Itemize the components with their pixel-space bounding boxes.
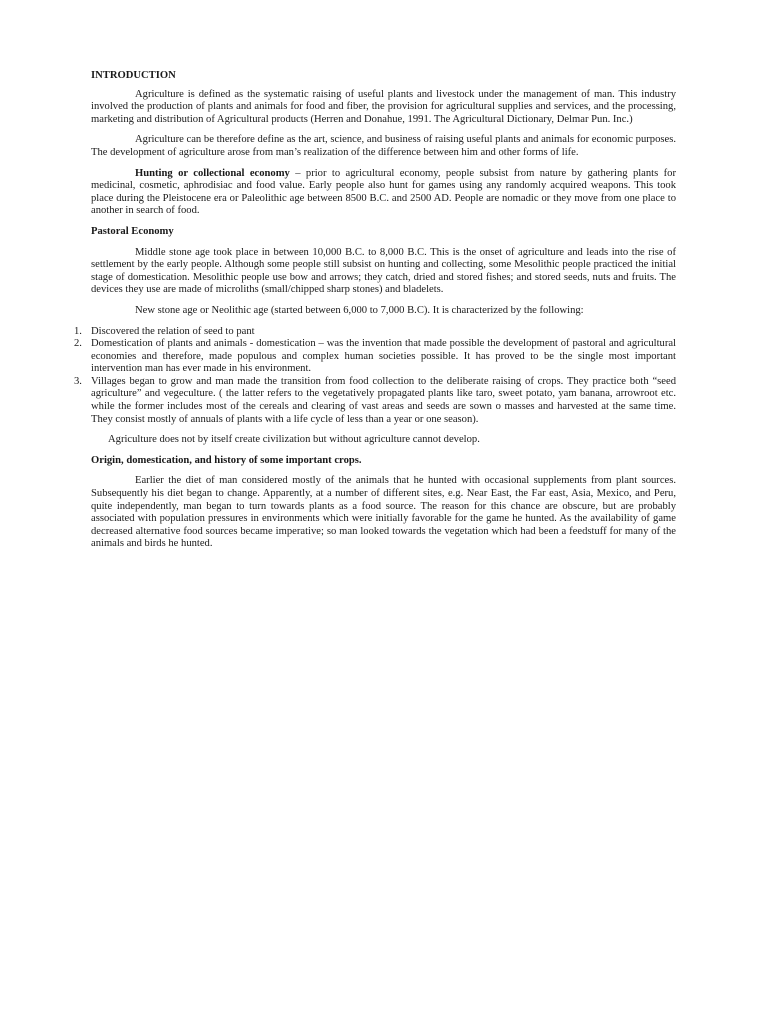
document-body [74,70,676,559]
pastoral-heading: Pastoral Economy [91,225,174,237]
neolithic-list [74,326,676,427]
pastoral-paragraph-2: New stone age or Neolithic age (started between 6,000 to 7,000 B.C). It is characterized by the following: [135,304,584,316]
list-item [74,375,676,426]
civilization-paragraph: Agriculture does not by itself create civilization but without agriculture cannot develop. [108,434,480,446]
origin-paragraph-1: Earlier the diet of man considered mostly of the animals that he hunted with occasional supplements from plant sources. Subsequently his diet began to change. Apparently, at a number of different sites, e.g. Near East, the Far east, Asia, Mexico, and Peru, quite independently, man began to turn towards plants as a food source. The reason for this chance are obscure, but are probably associated with population pressures in environments which were initially favorable for the game he hunted. As the availability of game decreased alternative food sources became imperative; so man looked towards the vegetation which had been a feedstuff for many of the animals and birds he hunted. [91,475,676,550]
list-item-number: 2. [74,338,82,350]
list-item-number: 1. [74,325,82,337]
hunting-run-in-heading: Hunting or collectional economy [135,167,290,179]
hunting-paragraph [91,168,676,218]
intro-heading: INTRODUCTION [91,70,176,81]
list-item-text: Discovered the relation of seed to pant [91,325,255,337]
intro-paragraph-1: Agriculture is defined as the systematic raising of useful plants and livestock under the management of man. This industry involved the production of plants and animals for food and fiber, the provision for agricultural supplies and services, and the processing, marketing and distribution of Agricultural products (Herren and Donahue, 1991. The Agricultural Dictionary, Delmar Pun. Inc.) [91,88,676,125]
list-item-text: Domestication of plants and animals - domestication – was the invention that made possible the development of pastoral and agricultural economies and therefore, made populous and complex human societies possible. It has proved to be the single most important intervention man has ever made in his environment. [91,338,676,375]
intro-paragraph-2: Agriculture can be therefore define as the art, science, and business of raising useful plants and animals for economic purposes. The development of agriculture arose from man’s realization of the difference between him and other forms of life. [91,134,676,158]
list-item-number: 3. [74,375,82,387]
list-item-text: Villages began to grow and man made the transition from food collection to the deliberate raising of crops. They practice both “seed agriculture” and vegeculture. ( the latter refers to the vegetatively propagated plants like taro, sweet potato, yam banana, arrowroot etc. while the former includes most of the cereals and clearing of vast areas and seeds are sown o masses and harvested at the same time. They consist mostly of annuals of plants with a life cycle of less than a year or one season). [91,375,676,425]
pastoral-paragraph-1: Middle stone age took place in between 10,000 B.C. to 8,000 B.C. This is the onset of agriculture and leads into the rise of settlement by the early people. Although some people still subsist on hunting and collecting, some Mesolithic people practiced the initial stage of domestication. Mesolithic people use bow and arrows; they catch, dried and stored fishes; and stored seeds, nuts and fruits. The devices they use are made of microliths (small/chipped sharp stones) and bladelets. [91,246,676,296]
list-item [74,325,676,339]
hunting-text: – prior to agricultural economy, people subsist from nature by gathering plants for medicinal, cosmetic, aphrodisiac and food value. Early people also hunt for games using any randomly acquired weapons. This took place during the Pleistocene era or Paleolithic age between 8500 B.C. and 2500 AD. People are nomadic or they move from one place to another in search of food. [91,167,676,217]
list-item [74,338,676,376]
origin-heading: Origin, domestication, and history of some important crops. [91,454,362,466]
